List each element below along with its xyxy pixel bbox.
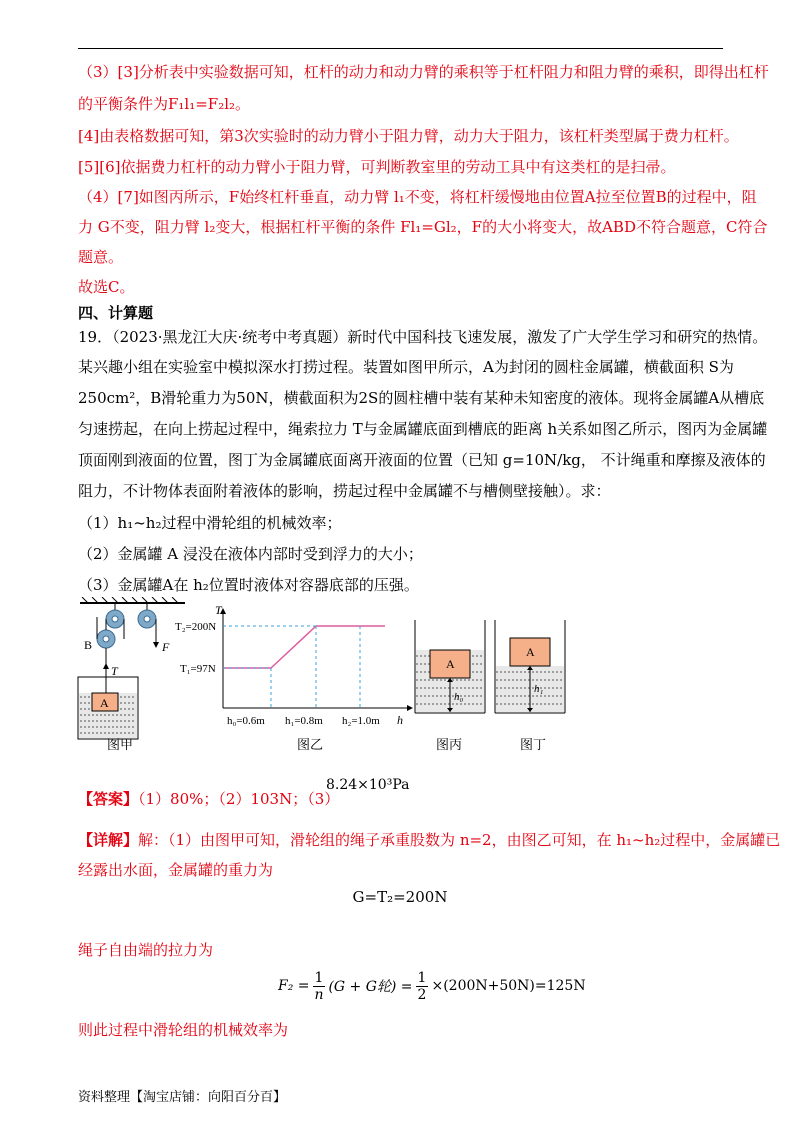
eq2-frac-den: n bbox=[314, 986, 324, 1003]
solution-line: [4]由表格数据可知，第3次实验时的动力臂小于阻力臂，动力大于阻力，该杠杆类型属于费力杠杆。 bbox=[78, 127, 739, 145]
answer-value: 8.24×10³Pa bbox=[326, 777, 410, 793]
detail-line: 经露出水面，金属罐的重力为 bbox=[78, 861, 274, 879]
equation-2 bbox=[278, 966, 586, 1006]
tick-t1: T₁=97N bbox=[180, 663, 216, 675]
header-rule bbox=[78, 48, 723, 49]
tick-h2: h₂=1.0m bbox=[342, 715, 380, 727]
problem-line: 顶面刚到液面的位置，图丁为金属罐底面离开液面的位置（已知 g=10N/kg， 不计绳重和摩擦及液体的 bbox=[78, 451, 766, 469]
figure-ding bbox=[490, 620, 570, 715]
axis-x-label: h bbox=[397, 713, 403, 727]
eq2-frac-den: 2 bbox=[417, 986, 427, 1003]
detail-line: 则此过程中滑轮组的机械效率为 bbox=[78, 1021, 289, 1039]
solution-line: （3）[3]分析表中实验数据可知，杠杆的动力和动力臂的乘积等于杠杆阻力和阻力臂的乘积，即得出杠杆 bbox=[78, 63, 769, 81]
eq2-fraction bbox=[416, 970, 429, 1003]
caption-yi: 图乙 bbox=[297, 738, 324, 753]
section-title: 四、计算题 bbox=[78, 304, 154, 322]
question-1: （1）h₁~h₂过程中滑轮组的机械效率； bbox=[78, 514, 342, 532]
equation-1: G=T₂=200N bbox=[352, 888, 448, 906]
tick-t2: T₂=200N bbox=[175, 621, 217, 633]
problem-line: 阻力，不计物体表面附着液体的影响，捞起过程中金属罐不与槽侧壁接触）。求： bbox=[78, 482, 611, 500]
caption-bing: 图丙 bbox=[436, 738, 463, 753]
eq2-fraction bbox=[313, 970, 326, 1003]
problem-line: 匀速捞起，在向上捞起过程中，绳索拉力 T与金属罐底面到槽底的距离 h关系如图乙所示，图丙为金属罐 bbox=[78, 420, 768, 438]
detail-line bbox=[78, 830, 781, 850]
solution-line: （4）[7]如图丙所示，F始终杠杆垂直，动力臂 l₁不变，将杠杆缓慢地由位置A拉至位置B的过程中，阻 bbox=[78, 188, 757, 206]
detail-label: 【详解】 bbox=[78, 831, 139, 849]
answer-label: 【答案】 bbox=[78, 790, 139, 808]
solution-line: 的平衡条件为F₁l₁=F₂l₂。 bbox=[78, 95, 251, 113]
solution-line: 题意。 bbox=[78, 248, 124, 266]
tick-h1: h₁=0.8m bbox=[285, 715, 323, 727]
label-a: A bbox=[100, 696, 109, 710]
label-b: B bbox=[84, 638, 93, 652]
answer-text: （1）80%；（2）103N；（3） bbox=[138, 790, 340, 808]
detail-line: 绳子自由端的拉力为 bbox=[78, 941, 214, 959]
footer: 资料整理【淘宝店铺：向阳百分百】 bbox=[78, 1090, 287, 1105]
problem-line: 19．（2023·黑龙江大庆·统考中考真题）新时代中国科技飞速发展，激发了广大学生学习和研究的热情。 bbox=[78, 328, 768, 346]
solution-line: 力 G不变，阻力臂 l₂变大，根据杠杆平衡的条件 Fl₁=Gl₂，F的大小将变大，故ABD不符合题意，C符合 bbox=[78, 218, 768, 236]
axis-y-label: T bbox=[215, 603, 222, 617]
eq2-frac-num: 1 bbox=[417, 969, 427, 986]
tick-h0: h₀=0.6m bbox=[227, 715, 265, 727]
eq2-mid: (G + G轮) = bbox=[328, 979, 413, 995]
label-a: A bbox=[446, 657, 455, 671]
solution-line: [5][6]依据费力杠杆的动力臂小于阻力臂，可判断教室里的劳动工具中有这类杠的是扫帚。 bbox=[78, 158, 676, 176]
figure-yi-chart bbox=[175, 600, 415, 730]
question-2: （2）金属罐 A 浸没在液体内部时受到浮力的大小； bbox=[78, 545, 423, 563]
label-t: T bbox=[111, 664, 118, 678]
eq2-frac-num: 1 bbox=[314, 969, 324, 986]
problem-line: 250cm²，B滑轮重力为50N，横截面积为2S的圆柱槽中装有某种未知密度的液体。现将金属罐A从槽底 bbox=[78, 389, 765, 407]
problem-line: 某兴趣小组在实验室中模拟深水打捞过程。装置如图甲所示，A为封闭的圆柱金属罐，横截面积 S为 bbox=[78, 358, 734, 376]
figure-bing bbox=[410, 620, 490, 715]
series-line-segment bbox=[271, 626, 316, 668]
caption-jia: 图甲 bbox=[107, 738, 134, 753]
label-h1: h₁ bbox=[534, 683, 544, 695]
label-h0: h₀ bbox=[454, 691, 464, 703]
solution-line: 故选C。 bbox=[78, 278, 135, 296]
eq2-rhs: ×(200N+50N)=125N bbox=[431, 978, 586, 994]
caption-ding: 图丁 bbox=[520, 738, 547, 753]
detail-text: 解：（1）由图甲可知，滑轮组的绳子承重股数为 n=2，由图乙可知，在 h₁~h₂过程中，金属罐已 bbox=[138, 831, 781, 849]
eq2-lhs: F₂ = bbox=[278, 978, 310, 994]
label-f: F bbox=[162, 640, 170, 654]
label-a: A bbox=[526, 645, 535, 659]
question-3: （3）金属罐A在 h₂位置时液体对容器底部的压强。 bbox=[78, 576, 419, 594]
